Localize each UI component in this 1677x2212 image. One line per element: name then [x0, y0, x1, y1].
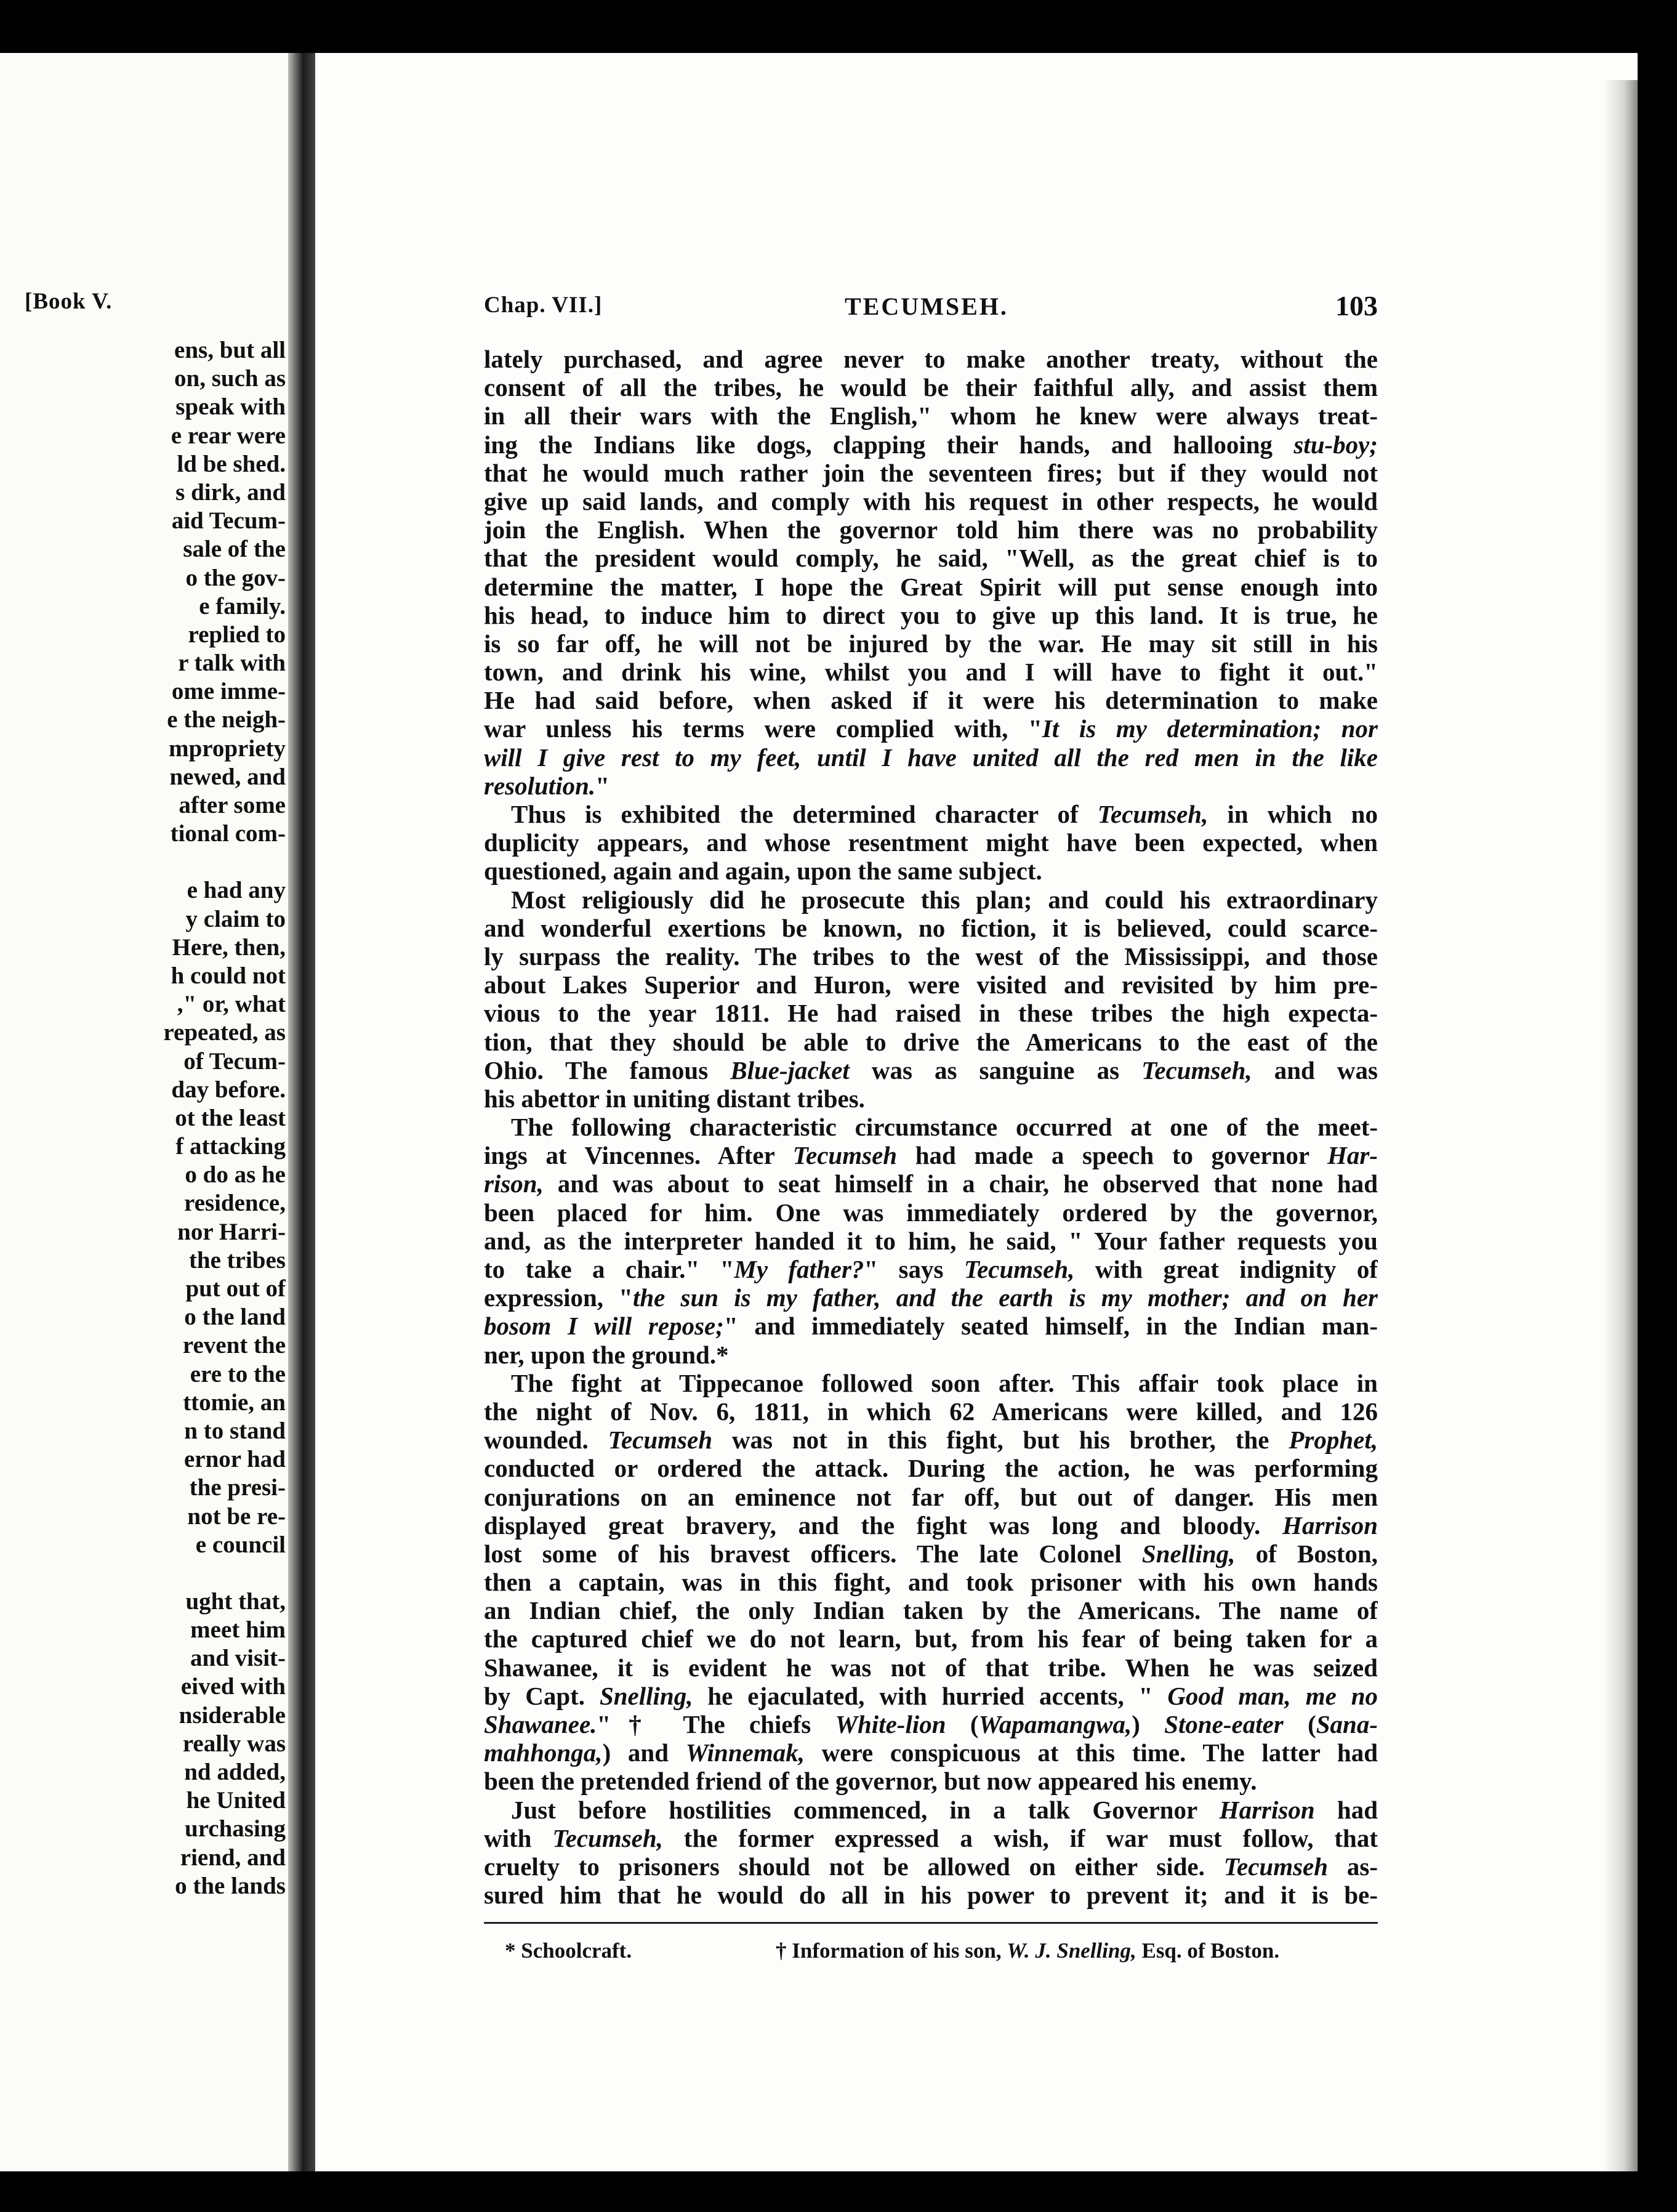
text-span: ) and — [602, 1738, 686, 1767]
text-line — [484, 1369, 1378, 1397]
left-text-line: o do as he — [185, 1161, 286, 1189]
footnote-2 — [776, 1939, 1279, 1963]
text-span: "† The chiefs — [597, 1710, 835, 1738]
chapter-label: Chap. VII.] — [484, 293, 603, 318]
text-line — [484, 886, 1378, 914]
text-span: that he would much rather join the seventeen fires; but if they would not — [484, 458, 1378, 487]
text-line — [484, 402, 1378, 430]
text-line — [484, 345, 1378, 373]
text-span: war unless his terms were complied with, " — [484, 714, 1042, 743]
left-page-text — [0, 336, 286, 1900]
text-span: is so far off, he will not be injured by the war. He may sit still in his — [484, 629, 1378, 658]
left-text-line: ot the least — [175, 1104, 286, 1131]
left-text-line: mpropriety — [169, 735, 286, 762]
footnote-2-suffix: Esq. of Boston. — [1136, 1939, 1280, 1963]
text-line — [484, 1596, 1378, 1625]
text-span: displayed great bravery, and the fight was long and bloody. — [484, 1511, 1283, 1540]
text-span: an Indian chief, the only Indian taken by the Americans. The name of — [484, 1596, 1378, 1625]
text-line — [484, 487, 1378, 515]
left-text-line: replied to — [188, 621, 286, 648]
italic-span: White-lion — [835, 1710, 946, 1738]
text-line — [484, 459, 1378, 487]
paragraph-gap — [0, 848, 286, 876]
italic-span: Tecumseh — [792, 1141, 898, 1170]
text-line — [484, 1824, 1378, 1852]
text-line — [484, 772, 1378, 800]
text-span: in which no — [1208, 800, 1378, 828]
text-span: ly surpass the reality. The tribes to the west of the Mississippi, and those — [484, 942, 1378, 971]
text-line — [484, 1198, 1378, 1227]
italic-span: bosom I will repose; — [484, 1312, 724, 1341]
italic-span: Shawanee. — [484, 1710, 597, 1738]
text-line — [484, 1397, 1378, 1426]
text-line — [484, 544, 1378, 572]
text-line — [484, 1767, 1378, 1795]
text-span: of Boston, — [1235, 1539, 1378, 1568]
italic-span: Stone-eater — [1164, 1710, 1284, 1738]
italic-span: Tecumseh, — [963, 1255, 1075, 1283]
text-line — [484, 1255, 1378, 1283]
text-line — [484, 515, 1378, 544]
text-line — [484, 1283, 1378, 1312]
text-line — [484, 857, 1378, 885]
italic-span: Har- — [1327, 1141, 1378, 1170]
text-line — [484, 1227, 1378, 1255]
text-line — [484, 1568, 1378, 1596]
text-span: expression, " — [484, 1283, 633, 1312]
left-text-line: newed, and — [169, 763, 286, 790]
left-text-line: f attacking — [175, 1133, 286, 1160]
text-span: ( — [946, 1710, 979, 1738]
left-text-line: n to stand — [184, 1417, 286, 1444]
text-span: the captured chief we do not learn, but, from his fear of being taken for a — [484, 1625, 1378, 1653]
text-line — [484, 1056, 1378, 1084]
italic-span: Wapamangwa, — [978, 1710, 1132, 1738]
left-text-line: o the gov- — [185, 564, 286, 591]
text-span: and was — [1252, 1056, 1378, 1084]
italic-span: resolution. — [484, 771, 596, 800]
text-span: was as sanguine as — [849, 1056, 1142, 1084]
left-text-line: after some — [179, 792, 286, 818]
page-title: TECUMSEH. — [845, 293, 1008, 320]
text-span: had — [1314, 1795, 1378, 1824]
left-text-line: tional com- — [170, 820, 286, 847]
text-span: vious to the year 1811. He had raised in these tribes the high expecta- — [484, 999, 1378, 1028]
footnote-1: * Schoolcraft. — [505, 1939, 632, 1963]
text-span: his abettor in uniting distant tribes. — [484, 1084, 865, 1113]
text-span: conjurations on an eminence not far off, but out of danger. His men — [484, 1482, 1378, 1511]
italic-span: Tecumseh — [1223, 1852, 1329, 1881]
left-text-line: y claim to — [185, 905, 286, 932]
running-head — [484, 292, 1378, 329]
text-span: ner, upon the ground.* — [484, 1340, 729, 1369]
text-span: Shawanee, it is evident he was not of that tribe. When he was seized — [484, 1653, 1378, 1682]
text-line — [484, 800, 1378, 828]
text-span: Ohio. The famous — [484, 1056, 731, 1084]
left-text-line: ens, but all — [174, 337, 286, 363]
text-span: consent of all the tribes, he would be their faithful ally, and assist them — [484, 373, 1378, 402]
text-span: as- — [1328, 1852, 1378, 1881]
text-line — [484, 1141, 1378, 1169]
italic-span: Prophet, — [1289, 1426, 1378, 1455]
left-text-line: h could not — [171, 962, 286, 989]
book-gutter — [288, 53, 315, 2171]
text-span: ing the Indians like dogs, clapping their hands, and hallooing — [484, 430, 1294, 459]
italic-span: Harrison — [1219, 1795, 1315, 1824]
left-text-line: put out of — [185, 1275, 286, 1302]
text-span: Just before hostilities commenced, in a talk Governor — [511, 1795, 1220, 1824]
text-line — [484, 1169, 1378, 1198]
text-line — [484, 629, 1378, 658]
text-span: ( — [1283, 1710, 1316, 1738]
text-span: with great indignity of — [1074, 1255, 1378, 1283]
left-text-line: e rear were — [171, 422, 286, 449]
text-line — [484, 1881, 1378, 1909]
left-text-line: ttomie, an — [183, 1389, 286, 1416]
text-line — [484, 430, 1378, 459]
text-span: by Capt. — [484, 1681, 600, 1710]
left-text-line: nor Harri- — [177, 1218, 286, 1245]
left-text-line: riend, and — [180, 1844, 286, 1871]
text-span: and was about to seat himself in a chair, he observed that none had — [543, 1169, 1378, 1198]
left-text-line: nsiderable — [179, 1701, 286, 1729]
left-text-line: ught that, — [185, 1588, 286, 1615]
text-span: town, and drink his wine, whilst you and I will have to fight it out." — [484, 658, 1378, 687]
text-span: in all their wars with the English," whom he knew were always treat- — [484, 402, 1378, 430]
text-span: lost some of his bravest officers. The late Colonel — [484, 1539, 1142, 1568]
text-span: been the pretended friend of the governor, but now appeared his enemy. — [484, 1767, 1257, 1796]
text-span: had made a speech to governor — [897, 1141, 1327, 1170]
text-span: " — [595, 771, 609, 800]
text-span: lately purchased, and agree never to make another treaty, without the — [484, 345, 1378, 373]
italic-span: Winnemak, — [685, 1738, 805, 1767]
left-text-line: he United — [186, 1787, 286, 1814]
left-text-line: e the neigh- — [167, 706, 286, 733]
italic-span: It is my determination; nor — [1042, 714, 1378, 743]
italic-span: rison, — [484, 1169, 544, 1198]
left-text-line: residence, — [184, 1190, 286, 1217]
text-line — [484, 1796, 1378, 1824]
left-text-line: meet him — [190, 1617, 286, 1644]
left-text-line: ld be shed. — [177, 450, 286, 477]
left-text-line: nd added, — [184, 1759, 286, 1785]
text-line — [484, 601, 1378, 629]
text-line — [484, 1028, 1378, 1056]
left-text-line: o the land — [184, 1304, 286, 1331]
text-span: give up said lands, and comply with his request in other respects, he would — [484, 486, 1378, 515]
text-span: determine the matter, I hope the Great Spirit will put sense enough into — [484, 572, 1378, 601]
italic-span: stu-boy; — [1293, 430, 1378, 459]
text-line — [484, 1738, 1378, 1767]
text-span: Thus is exhibited the determined character of — [511, 800, 1098, 828]
text-span: " says — [864, 1255, 964, 1283]
text-line — [484, 1852, 1378, 1881]
text-line — [484, 1483, 1378, 1511]
text-line — [484, 373, 1378, 402]
left-text-line: on, such as — [174, 365, 286, 392]
text-span: join the English. When the governor told him there was no probability — [484, 515, 1378, 544]
text-line — [484, 1710, 1378, 1738]
italic-span: Tecumseh — [608, 1426, 712, 1455]
left-text-line: the tribes — [188, 1246, 286, 1274]
body-text — [484, 345, 1378, 1909]
text-span: he ejaculated, with hurried accents, " — [693, 1681, 1168, 1710]
italic-span: the sun is my father, and the earth is my mother; and on her — [632, 1283, 1378, 1312]
left-text-line: day before. — [171, 1076, 286, 1103]
left-text-line: e council — [195, 1531, 286, 1558]
left-text-line: really was — [182, 1730, 286, 1757]
text-span: cruelty to prisoners should not be allowed on either side. — [484, 1852, 1224, 1881]
text-span: and wonderful exertions be known, no fiction, it is believed, could scarce- — [484, 913, 1378, 942]
text-span: the former expressed a wish, if war must follow, that — [662, 1823, 1378, 1852]
text-span: Most religiously did he prosecute this plan; and could his extraordinary — [511, 885, 1378, 914]
text-line — [484, 658, 1378, 686]
text-line — [484, 1454, 1378, 1482]
left-text-line: the presi- — [189, 1474, 286, 1501]
left-running-head: [Book V. — [25, 289, 113, 314]
text-span: was not in this fight, but his brother, the — [712, 1426, 1289, 1455]
italic-span: Tecumseh, — [552, 1823, 663, 1852]
italic-span: Snelling, — [1141, 1539, 1236, 1568]
text-span: been placed for him. One was immediately ordered by the governor, — [484, 1198, 1378, 1227]
left-text-line: aid Tecum- — [171, 507, 286, 535]
left-text-line: not be re- — [187, 1503, 286, 1530]
text-line — [484, 573, 1378, 601]
left-text-line: sale of the — [183, 536, 286, 563]
text-span: duplicity appears, and whose resentment might have been expected, when — [484, 828, 1378, 857]
text-span: were conspicuous at this time. The latter had — [804, 1738, 1378, 1767]
left-text-line: urchasing — [185, 1815, 286, 1843]
left-text-line: ernor had — [183, 1446, 286, 1473]
italic-span: Harrison — [1282, 1511, 1378, 1540]
text-line — [484, 1511, 1378, 1540]
text-line — [484, 1653, 1378, 1682]
italic-span: Snelling, — [599, 1681, 693, 1710]
footnote-rule — [484, 1922, 1378, 1924]
text-span: and, as the interpreter handed it to him, he said, " Your father requests you — [484, 1226, 1378, 1255]
text-line — [484, 1312, 1378, 1340]
left-text-line: s dirk, and — [175, 478, 286, 506]
left-text-line: repeated, as — [163, 1019, 286, 1046]
text-span: then a captain, was in this fight, and took prisoner with his own hands — [484, 1568, 1378, 1597]
text-line — [484, 971, 1378, 999]
page-edge-shadow — [1603, 80, 1638, 2171]
text-span: He had said before, when asked if it were his determination to make — [484, 686, 1378, 715]
text-span: The fight at Tippecanoe followed soon after. This affair took place in — [511, 1368, 1378, 1397]
text-line — [484, 686, 1378, 714]
text-span: tion, that they should be able to drive the Americans to the east of the — [484, 1027, 1378, 1056]
text-line — [484, 743, 1378, 772]
text-span: wounded. — [484, 1426, 608, 1455]
text-span: the night of Nov. 6, 1811, in which 62 Americans were killed, and 126 — [484, 1397, 1378, 1426]
italic-span: My father? — [734, 1255, 864, 1283]
text-span: with — [484, 1823, 553, 1852]
italic-span: mahhonga, — [484, 1738, 603, 1767]
left-text-line: ," or, what — [177, 991, 286, 1018]
left-text-line: revent the — [182, 1332, 286, 1359]
left-text-line: of Tecum- — [183, 1047, 286, 1075]
left-text-line: eived with — [180, 1673, 286, 1700]
footnotes — [505, 1939, 1373, 1969]
page-number: 103 — [1335, 290, 1378, 321]
text-line — [484, 1625, 1378, 1653]
text-line — [484, 1084, 1378, 1113]
italic-span: will I give rest to my feet, until I have united all the red men in the like — [484, 743, 1378, 772]
italic-span: Blue-jacket — [730, 1056, 850, 1084]
left-text-line: Here, then, — [172, 934, 286, 961]
text-span: about Lakes Superior and Huron, were visited and revisited by him pre- — [484, 971, 1378, 999]
text-line — [484, 1341, 1378, 1369]
left-text-line: ome imme- — [171, 678, 286, 705]
text-line — [484, 914, 1378, 942]
text-span: ings at Vincennes. After — [484, 1141, 793, 1170]
text-span: conducted or ordered the attack. During the action, he was performing — [484, 1454, 1378, 1483]
text-line — [484, 714, 1378, 743]
text-line — [484, 1540, 1378, 1568]
footnote-2-prefix: † Information of his son, — [776, 1939, 1007, 1963]
left-text-line: e had any — [187, 877, 286, 904]
text-span: to take a chair." " — [484, 1255, 734, 1283]
italic-span: Tecumseh, — [1141, 1056, 1252, 1084]
italic-span: Tecumseh, — [1097, 800, 1208, 828]
text-line — [484, 1426, 1378, 1454]
left-text-line: e family. — [199, 592, 286, 620]
left-text-line: speak with — [175, 394, 286, 421]
left-text-line: r talk with — [178, 650, 286, 677]
text-span: sured him that he would do all in his power to prevent it; and it is be- — [484, 1881, 1378, 1910]
text-span: " and immediately seated himself, in the Indian man- — [723, 1312, 1378, 1341]
left-text-line: o the lands — [175, 1872, 286, 1899]
italic-span: Good man, me no — [1167, 1681, 1378, 1710]
text-line — [484, 1682, 1378, 1710]
text-line — [484, 942, 1378, 971]
left-text-line: ere to the — [190, 1360, 286, 1387]
footnote-2-name: W. J. Snelling, — [1007, 1939, 1136, 1963]
text-line — [484, 1113, 1378, 1141]
paragraph-gap — [0, 1559, 286, 1588]
text-line — [484, 999, 1378, 1027]
italic-span: Sana- — [1316, 1710, 1378, 1738]
text-span: that the president would comply, he said, "Well, as the great chief is to — [484, 544, 1378, 573]
text-span: The following characteristic circumstance occurred at one of the meet- — [511, 1113, 1378, 1142]
text-span: ) — [1132, 1710, 1165, 1738]
text-span: his head, to induce him to direct you to give up this land. It is true, he — [484, 600, 1378, 629]
left-text-line: and visit- — [190, 1645, 286, 1672]
text-span: questioned, again and again, upon the same subject. — [484, 857, 1042, 886]
text-line — [484, 828, 1378, 857]
